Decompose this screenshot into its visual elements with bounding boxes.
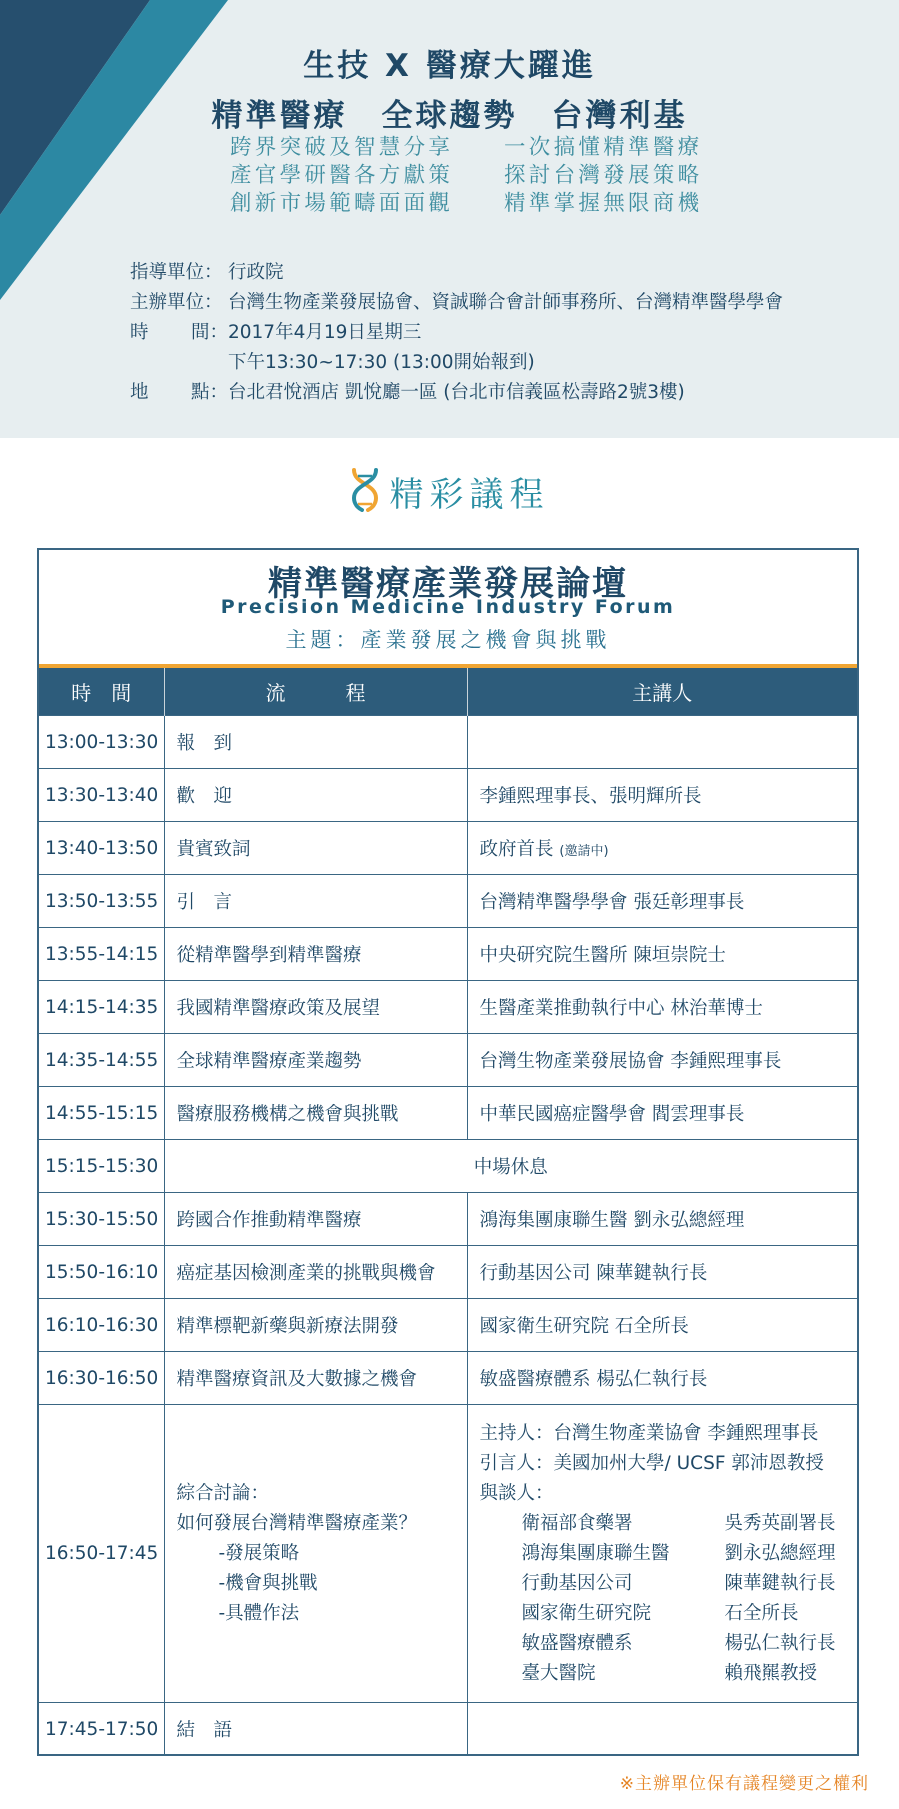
forum-title-zh: 精準醫療產業發展論壇: [268, 564, 628, 604]
forum-title-en: Precision Medicine Industry Forum: [220, 596, 676, 618]
dna-icon: [350, 468, 380, 512]
col-program: 流 程: [164, 668, 467, 716]
tagline-grid: 跨界突破及智慧分享 一次搞懂精準醫療 產官學研醫各方獻策 探討台灣發展策略 創新市場範疇面面觀 精準掌握無限商機: [230, 135, 703, 216]
table-row: 14:55-15:15 醫療服務機構之機會與挑戰 中華民國癌症醫學會 閻雲理事長: [39, 1087, 857, 1140]
time-row: 時 間： 2017年4月19日星期三: [130, 322, 422, 343]
table-row-discussion: 16:50-17:45 綜合討論： 如何發展台灣精準醫療產業？ -發展策略 -機會與挑戰 -具體作法 主持人：台灣生物產業協會 李鍾熙理事長 引言人：美國加州大學/ UCSF 郭沛恩教授 與談人： 衛福部食藥署 吳秀英副署長 鴻海集團康聯生醫 劉永弘總經理 行動基因公司 陳華鍵執行長 國家衛生研究院 石全所長 敏盛醫療體系 楊弘仁執行長 臺大醫院 賴飛羆教授: [39, 1405, 857, 1703]
footnote: ※主辦單位保有議程變更之權利: [619, 1774, 869, 1794]
forum-schedule: [37, 548, 859, 1756]
sub-title: 精準醫療 全球趨勢 台灣利基: [211, 98, 688, 134]
forum-header: [39, 550, 857, 668]
main-title: 生技 X 醫療大躍進: [303, 48, 596, 84]
table-row: 13:50-13:55 引 言 台灣精準醫學學會 張廷彰理事長: [39, 875, 857, 928]
event-info: [130, 258, 783, 408]
table-header-row: [39, 668, 857, 716]
table-row: 14:15-14:35 我國精準醫療政策及展望 生醫產業推動執行中心 林治華博士: [39, 981, 857, 1034]
table-row: 15:50-16:10 癌症基因檢測產業的挑戰與機會 行動基因公司 陳華鍵執行長: [39, 1246, 857, 1299]
host-unit-row: 主辦單位： 台灣生物產業發展協會、資誠聯合會計師事務所、台灣精準醫學學會: [130, 292, 784, 313]
forum-theme: 主題：產業發展之機會與挑戰: [285, 628, 611, 652]
col-time: 時 間: [39, 668, 164, 716]
discussion-panel: 主持人：台灣生物產業協會 李鍾熙理事長 引言人：美國加州大學/ UCSF 郭沛恩教授 與談人： 衛福部食藥署 吳秀英副署長 鴻海集團康聯生醫 劉永弘總經理 行動基因公司 陳華鍵執行長 國家衛生研究院 石全所長 敏盛醫療體系 楊弘仁執行長 臺大醫院 賴飛羆教授: [479, 1422, 836, 1684]
discussion-topic: 綜合討論： 如何發展台灣精準醫療產業？ -發展策略 -機會與挑戰 -具體作法: [176, 1482, 418, 1624]
guide-unit-row: 指導單位： 行政院: [130, 262, 284, 283]
header-banner: [0, 0, 899, 438]
table-row: 16:30-16:50 精準醫療資訊及大數據之機會 敏盛醫療體系 楊弘仁執行長: [39, 1352, 857, 1405]
table-row: 14:35-14:55 全球精準醫療產業趨勢 台灣生物產業發展協會 李鍾熙理事長: [39, 1034, 857, 1087]
table-row-closing: 17:45-17:50 結 語: [39, 1703, 857, 1756]
table-row: 16:10-16:30 精準標靶新藥與新療法開發 國家衛生研究院 石全所長: [39, 1299, 857, 1352]
table-row: 13:30-13:40 歡 迎 李鍾熙理事長、張明輝所長: [39, 769, 857, 822]
place-row: 地 點： 台北君悅酒店 凱悅廳一區 (台北市信義區松壽路2號3樓): [130, 382, 685, 403]
schedule-table: [39, 668, 857, 1755]
time-row-2: 下午13:30~17:30 (13:00開始報到): [228, 352, 535, 373]
col-speaker: 主講人: [467, 668, 857, 716]
table-row: 13:00-13:30 報 到: [39, 716, 857, 769]
agenda-heading: 精彩議程: [0, 467, 899, 516]
table-row: 15:30-15:50 跨國合作推動精準醫療 鴻海集團康聯生醫 劉永弘總經理: [39, 1193, 857, 1246]
table-row: 13:55-14:15 從精準醫學到精準醫療 中央研究院生醫所 陳垣崇院士: [39, 928, 857, 981]
table-row: 13:40-13:50 貴賓致詞 政府首長 (邀請中): [39, 822, 857, 875]
table-row-break: 15:15-15:30 中場休息: [39, 1140, 857, 1193]
